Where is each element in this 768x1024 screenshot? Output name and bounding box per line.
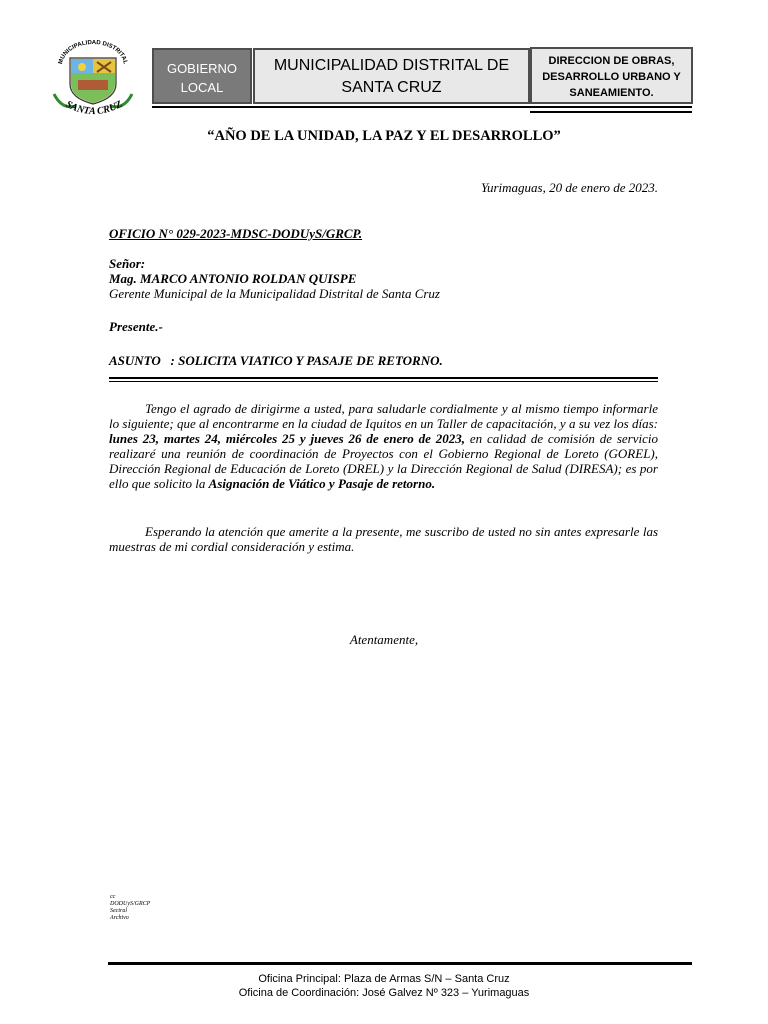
header-divider-short — [530, 111, 692, 113]
subject-divider — [109, 377, 658, 379]
year-motto: “AÑO DE LA UNIDAD, LA PAZ Y EL DESARROLLO” — [207, 128, 561, 144]
recipient-position: Gerente Municipal de la Municipalidad Distrital de Santa Cruz — [109, 286, 440, 301]
salutation: Señor: — [109, 256, 146, 271]
svg-text:SANTA CRUZ: SANTA CRUZ — [63, 98, 125, 118]
box-left-line-1: GOBIERNO — [166, 61, 238, 76]
recipient-name: Mag. MARCO ANTONIO ROLDAN QUISPE — [109, 271, 357, 286]
body1-text-a: Tengo el agrado de dirigirme a usted, para saludarle cordialmente y al mismo tiempo informarle lo siguiente; que al encontrarme en la ciudad de Iquitos en un Taller de capacitación, y a su vez los días: — [109, 401, 658, 431]
footer-divider — [108, 962, 692, 965]
body-paragraph-2: Esperando la atención que amerite a la presente, me suscribo de usted no sin antes expresarle las muestras de mi cordial consideración y estima. — [109, 524, 658, 554]
box-right-line-2: DESARROLLO URBANO Y — [542, 71, 681, 83]
box-left-line-2: LOCAL — [180, 80, 224, 95]
oficio-number: OFICIO N° 029-2023-MDSC-DODUyS/GRCP. — [109, 226, 363, 241]
body1-text-b: en calidad de comisión de servicio realizaré una reunión de coordinación de Proyectos con el Gobierno Regional de Loreto (GOREL), Dirección Regional de Educación de Loreto (DREL) y la Dirección Regional de Salud (DIRESA); es por ello que solicito la — [109, 431, 658, 491]
letter-date: Yurimaguas, 20 de enero de 2023. — [480, 180, 658, 195]
closing: Atentamente, — [349, 632, 419, 647]
box-center-line-1: MUNICIPALIDAD DISTRITAL DE — [273, 57, 510, 74]
presente: Presente.- — [109, 319, 163, 334]
footer-coordination-office: Oficina de Coordinación: José Galvez Nº 323 – Yurimaguas — [238, 987, 530, 999]
svg-text:MUNICIPALIDAD DISTRITAL: MUNICIPALIDAD DISTRITAL — [58, 40, 128, 65]
cc-line: DODUyS/GRCP — [110, 901, 151, 907]
header-divider — [152, 106, 692, 108]
body1-request: Asignación de Viático y Pasaje de retorno. — [208, 476, 436, 491]
cc-line: cc — [110, 894, 116, 900]
box-right-line-3: SANEAMIENTO. — [569, 87, 654, 99]
cc-line: Archivo — [110, 915, 129, 921]
gobierno-local-box — [152, 48, 252, 104]
box-right-line-1: DIRECCION DE OBRAS, — [548, 55, 675, 67]
subject-divider-thin — [109, 381, 658, 382]
department-box — [530, 47, 693, 104]
body1-dates: lunes 23, martes 24, miércoles 25 y jueves 26 de enero de 2023, — [109, 431, 466, 446]
cc-list — [110, 894, 150, 922]
municipality-name-box — [253, 48, 530, 104]
subject-line: ASUNTO : SOLICITA VIATICO Y PASAJE DE RETORNO. — [109, 353, 443, 368]
footer-main-office: Oficina Principal: Plaza de Armas S/N – Santa Cruz — [258, 973, 510, 985]
cc-line: Sectral — [110, 908, 127, 914]
body-paragraph-1 — [109, 401, 658, 491]
box-center-line-2: SANTA CRUZ — [341, 79, 442, 96]
municipality-seal-logo — [52, 40, 134, 120]
